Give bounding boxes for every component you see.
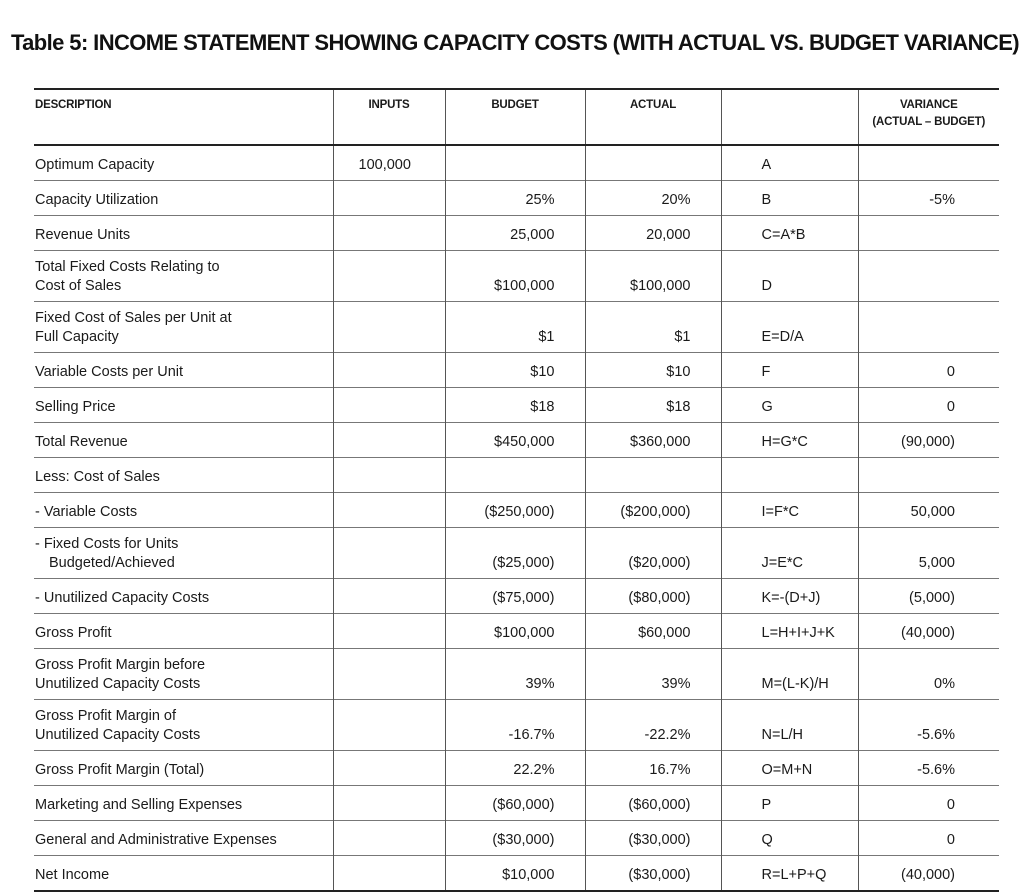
cell-formula — [721, 458, 858, 493]
cell-description: - Unutilized Capacity Costs — [35, 590, 210, 606]
cell-inputs — [333, 216, 445, 251]
cell-formula: C=A*B — [721, 216, 858, 251]
cell-budget: 39% — [445, 649, 585, 700]
cell-description — [34, 528, 333, 579]
cell-formula: M=(L-K)/H — [721, 649, 858, 700]
cell-inputs — [333, 302, 445, 353]
cell-budget: ($75,000) — [445, 579, 585, 614]
cell-formula: F — [721, 353, 858, 388]
cell-actual — [585, 458, 721, 493]
cell-description: Net Income — [35, 867, 110, 883]
cell-description: - Variable Costs — [35, 504, 138, 520]
cell-budget: 25,000 — [445, 216, 585, 251]
cell-description: Marketing and Selling Expenses — [35, 797, 243, 813]
cell-inputs — [333, 821, 445, 856]
table-row — [34, 700, 999, 751]
cell-actual: $1 — [585, 302, 721, 353]
cell-description: Capacity Utilization — [35, 192, 159, 208]
income-statement-table — [34, 88, 999, 892]
cell-description-line1: Gross Profit Margin before — [35, 657, 206, 673]
table-row — [34, 302, 999, 353]
cell-formula: H=G*C — [721, 423, 858, 458]
cell-inputs — [333, 458, 445, 493]
cell-variance: 0% — [858, 649, 999, 700]
table-row — [34, 751, 999, 786]
cell-inputs — [333, 649, 445, 700]
cell-description-line1: - Fixed Costs for Units — [35, 536, 179, 552]
cell-description — [34, 251, 333, 302]
cell-formula: D — [721, 251, 858, 302]
cell-variance — [858, 251, 999, 302]
cell-inputs — [333, 700, 445, 751]
cell-formula: E=D/A — [721, 302, 858, 353]
cell-variance — [858, 458, 999, 493]
table-row — [34, 614, 999, 649]
table-row — [34, 458, 999, 493]
cell-description: Variable Costs per Unit — [35, 364, 184, 380]
cell-variance: 0 — [858, 821, 999, 856]
cell-description: General and Administrative Expenses — [35, 832, 277, 848]
cell-actual: 20,000 — [585, 216, 721, 251]
cell-variance: -5% — [858, 181, 999, 216]
cell-formula: A — [721, 145, 858, 181]
cell-description-line2: Unutilized Capacity Costs — [35, 676, 201, 692]
cell-actual: -22.2% — [585, 700, 721, 751]
cell-description: Optimum Capacity — [35, 157, 155, 173]
table-row — [34, 821, 999, 856]
cell-description-line2: Budgeted/Achieved — [49, 555, 175, 571]
cell-budget: ($25,000) — [445, 528, 585, 579]
cell-inputs — [333, 353, 445, 388]
cell-variance: -5.6% — [858, 751, 999, 786]
cell-variance: -5.6% — [858, 700, 999, 751]
header-budget: BUDGET — [445, 89, 585, 145]
cell-variance: 0 — [858, 786, 999, 821]
cell-description: Gross Profit — [35, 625, 112, 641]
table-row — [34, 579, 999, 614]
cell-description: Gross Profit Margin (Total) — [35, 762, 205, 778]
cell-budget: 25% — [445, 181, 585, 216]
cell-variance: (40,000) — [858, 856, 999, 892]
cell-inputs — [333, 528, 445, 579]
cell-formula: N=L/H — [721, 700, 858, 751]
cell-formula: G — [721, 388, 858, 423]
cell-inputs — [333, 786, 445, 821]
table-row — [34, 145, 999, 181]
cell-budget: $100,000 — [445, 614, 585, 649]
cell-budget: ($30,000) — [445, 821, 585, 856]
cell-description-line1: Fixed Cost of Sales per Unit at — [35, 310, 232, 326]
cell-inputs — [333, 751, 445, 786]
cell-description-line2: Full Capacity — [35, 329, 119, 345]
cell-budget: $450,000 — [445, 423, 585, 458]
table-row — [34, 856, 999, 892]
cell-actual: $360,000 — [585, 423, 721, 458]
cell-budget: ($60,000) — [445, 786, 585, 821]
cell-inputs — [333, 856, 445, 892]
cell-actual: 39% — [585, 649, 721, 700]
cell-budget: -16.7% — [445, 700, 585, 751]
table-row — [34, 786, 999, 821]
cell-formula: I=F*C — [721, 493, 858, 528]
table-row — [34, 353, 999, 388]
cell-actual: ($60,000) — [585, 786, 721, 821]
cell-inputs — [333, 614, 445, 649]
cell-inputs: 100,000 — [333, 145, 445, 181]
cell-budget: $18 — [445, 388, 585, 423]
cell-budget: $100,000 — [445, 251, 585, 302]
cell-actual — [585, 145, 721, 181]
cell-formula: Q — [721, 821, 858, 856]
cell-description-line2: Cost of Sales — [35, 278, 122, 294]
cell-description-line2: Unutilized Capacity Costs — [35, 727, 201, 743]
cell-description — [34, 700, 333, 751]
cell-actual: ($80,000) — [585, 579, 721, 614]
cell-variance: 50,000 — [858, 493, 999, 528]
table-row — [34, 423, 999, 458]
cell-variance: 0 — [858, 353, 999, 388]
cell-formula: B — [721, 181, 858, 216]
cell-actual: ($200,000) — [585, 493, 721, 528]
header-formula — [721, 89, 858, 145]
cell-actual: $100,000 — [585, 251, 721, 302]
cell-budget: $10 — [445, 353, 585, 388]
cell-formula: J=E*C — [721, 528, 858, 579]
header-variance — [858, 89, 999, 145]
cell-variance: 0 — [858, 388, 999, 423]
cell-variance: (90,000) — [858, 423, 999, 458]
cell-formula: R=L+P+Q — [721, 856, 858, 892]
cell-formula: P — [721, 786, 858, 821]
cell-actual: ($30,000) — [585, 856, 721, 892]
header-row — [34, 89, 999, 145]
cell-inputs — [333, 423, 445, 458]
cell-formula: L=H+I+J+K — [721, 614, 858, 649]
cell-budget: ($250,000) — [445, 493, 585, 528]
cell-description: Selling Price — [35, 399, 116, 415]
cell-description — [34, 302, 333, 353]
cell-actual: $10 — [585, 353, 721, 388]
cell-budget: 22.2% — [445, 751, 585, 786]
cell-description: Less: Cost of Sales — [35, 469, 160, 485]
header-description: DESCRIPTION — [35, 99, 112, 111]
cell-budget — [445, 145, 585, 181]
cell-actual: 16.7% — [585, 751, 721, 786]
cell-formula: K=-(D+J) — [721, 579, 858, 614]
cell-actual: ($20,000) — [585, 528, 721, 579]
cell-actual: $60,000 — [585, 614, 721, 649]
cell-inputs — [333, 579, 445, 614]
header-variance-line1: VARIANCE — [899, 99, 958, 111]
cell-inputs — [333, 493, 445, 528]
cell-formula: O=M+N — [721, 751, 858, 786]
cell-description: Revenue Units — [35, 227, 131, 243]
cell-actual: ($30,000) — [585, 821, 721, 856]
table-row — [34, 649, 999, 700]
cell-variance — [858, 145, 999, 181]
header-inputs: INPUTS — [333, 89, 445, 145]
table-row — [34, 493, 999, 528]
table-row — [34, 181, 999, 216]
cell-actual: 20% — [585, 181, 721, 216]
cell-inputs — [333, 251, 445, 302]
cell-inputs — [333, 388, 445, 423]
cell-description: Total Revenue — [35, 434, 128, 450]
cell-variance — [858, 302, 999, 353]
header-variance-line2: (ACTUAL – BUDGET) — [872, 116, 986, 128]
cell-description — [34, 649, 333, 700]
header-actual: ACTUAL — [585, 89, 721, 145]
cell-budget — [445, 458, 585, 493]
table-row — [34, 251, 999, 302]
cell-description-line1: Gross Profit Margin of — [35, 708, 177, 724]
cell-description-line1: Total Fixed Costs Relating to — [35, 259, 220, 275]
cell-variance: (5,000) — [858, 579, 999, 614]
cell-actual: $18 — [585, 388, 721, 423]
cell-variance: 5,000 — [858, 528, 999, 579]
cell-variance — [858, 216, 999, 251]
table-row — [34, 388, 999, 423]
table-title: Table 5: INCOME STATEMENT SHOWING CAPACITY COSTS (WITH ACTUAL VS. BUDGET VARIANCE) — [10, 30, 1020, 55]
cell-variance: (40,000) — [858, 614, 999, 649]
cell-budget: $10,000 — [445, 856, 585, 892]
cell-budget: $1 — [445, 302, 585, 353]
table-row — [34, 216, 999, 251]
cell-inputs — [333, 181, 445, 216]
table-row — [34, 528, 999, 579]
